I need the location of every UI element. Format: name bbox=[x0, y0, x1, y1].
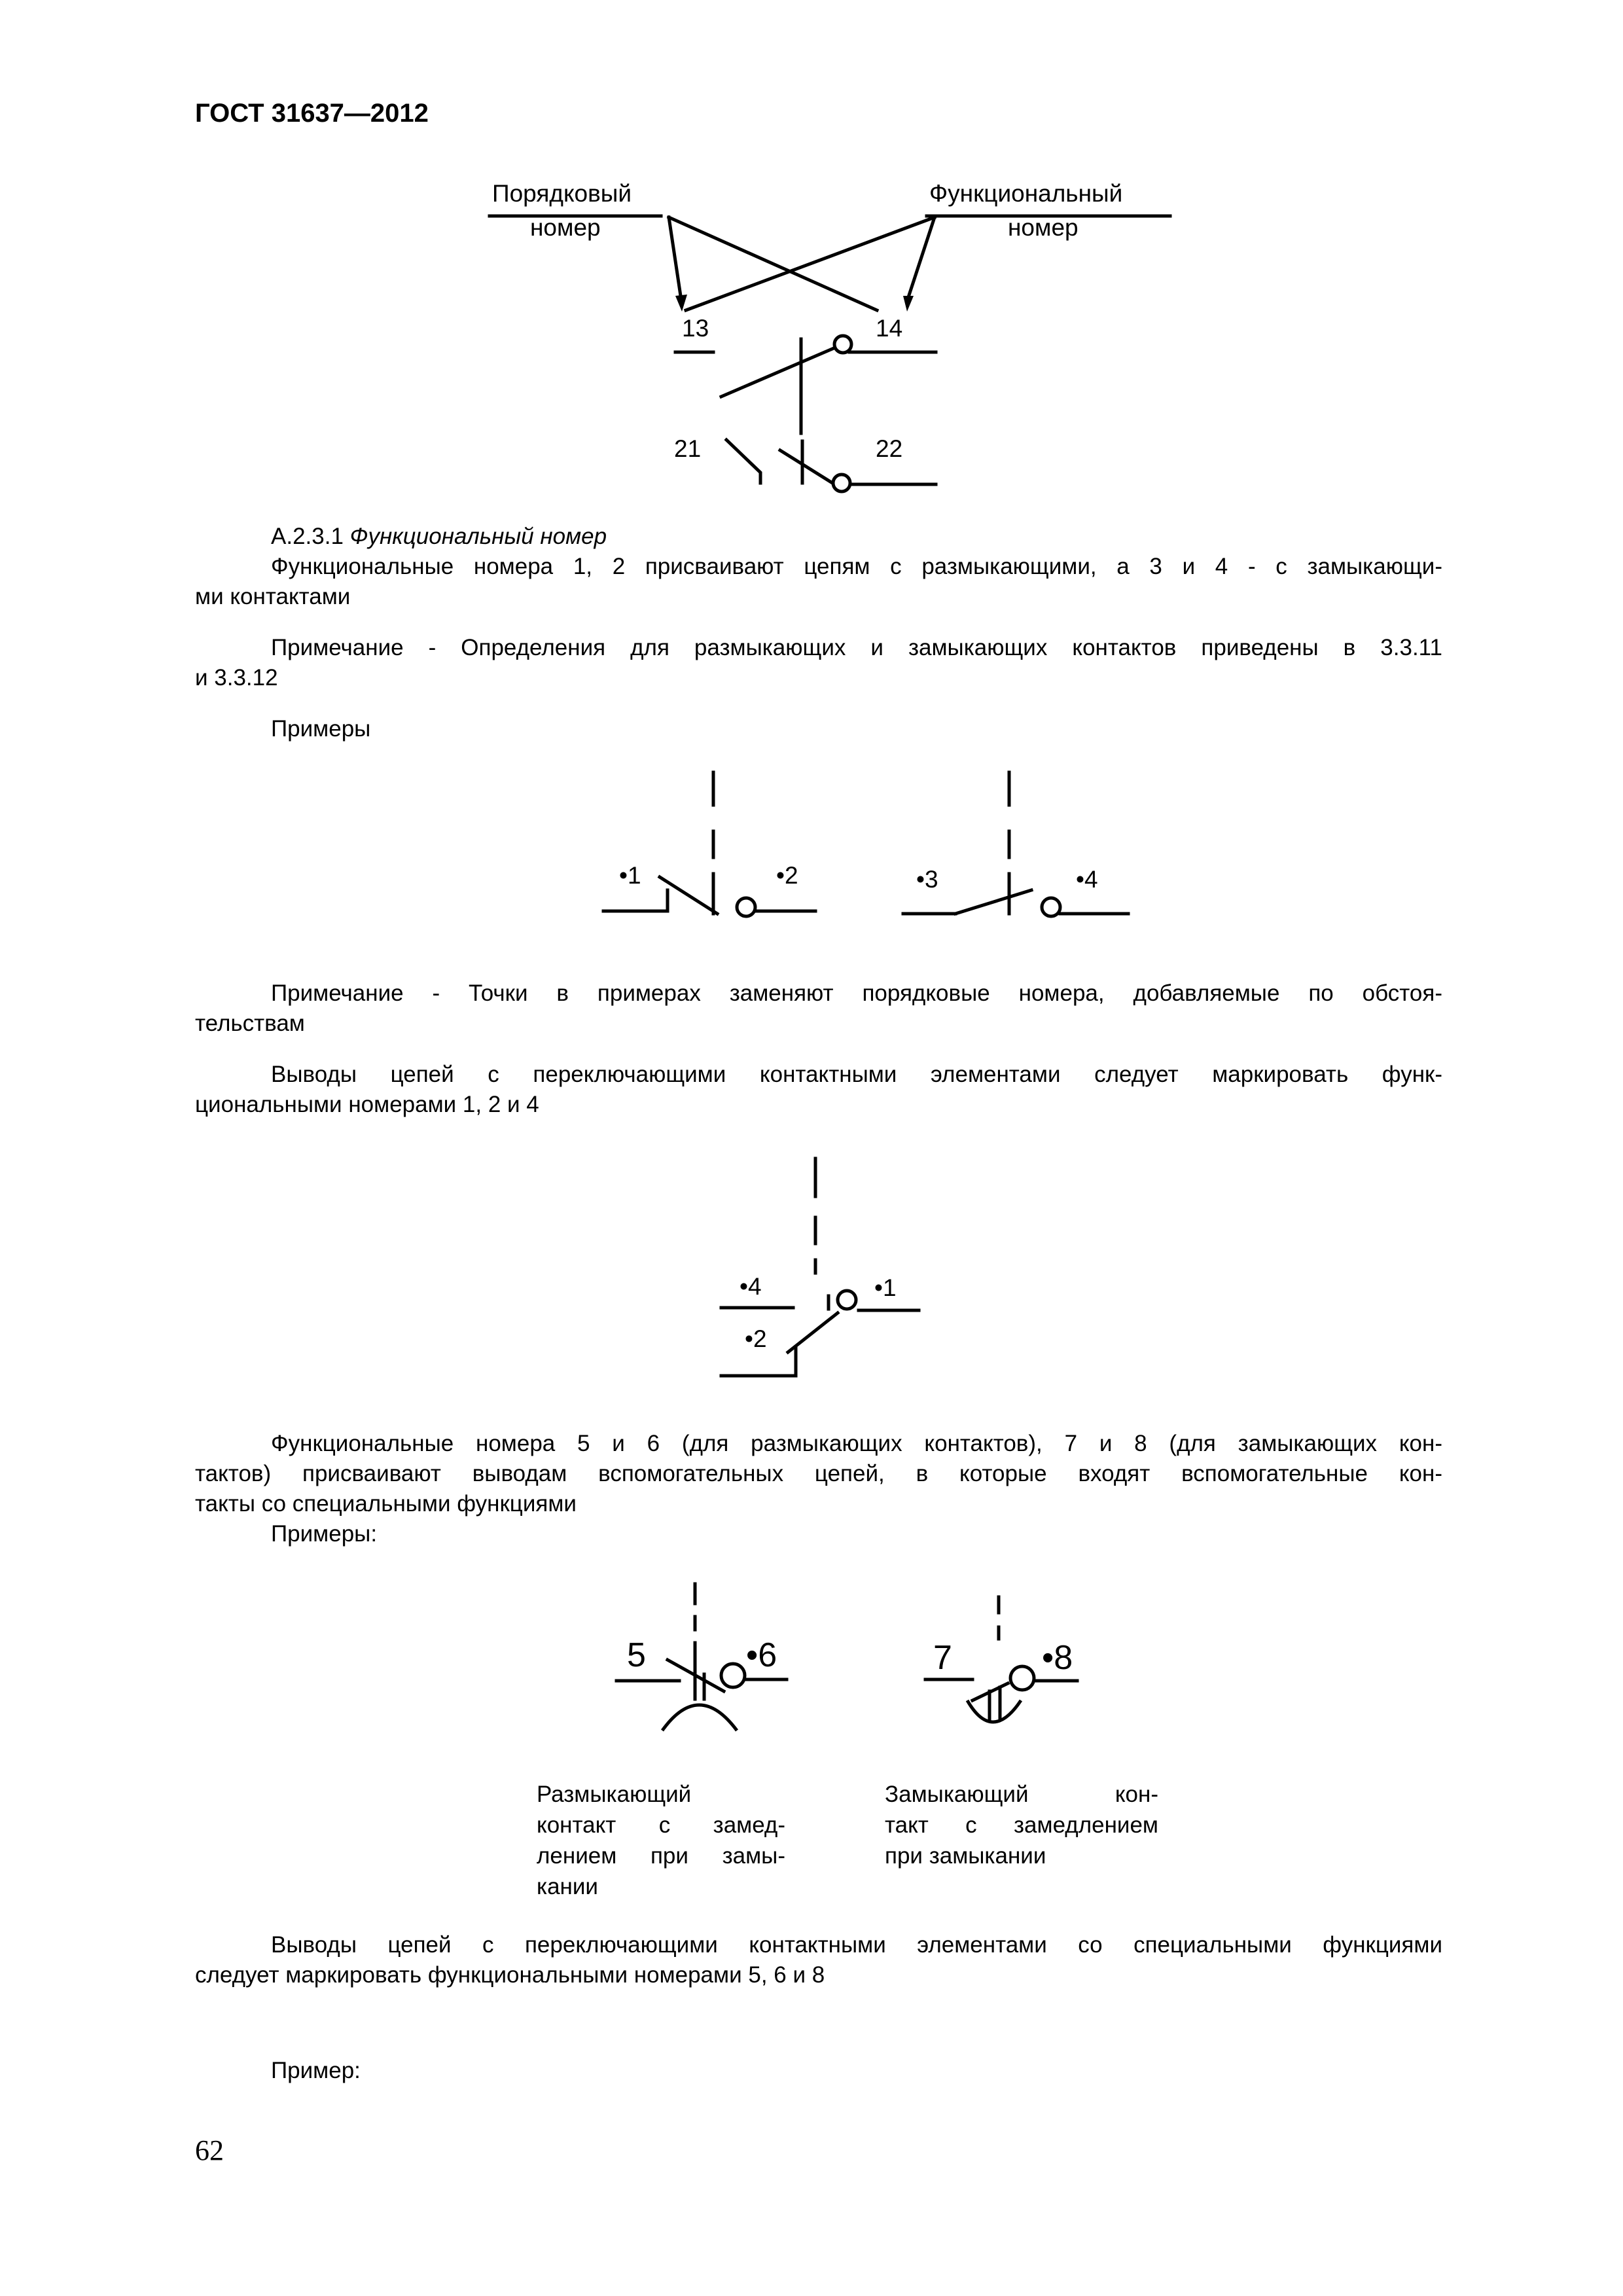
delay-arc-icon bbox=[662, 1705, 737, 1731]
changeover-terminal-4-label: •4 bbox=[740, 1273, 762, 1300]
contact-circle bbox=[1042, 898, 1060, 916]
arrow-seq-to-13 bbox=[669, 217, 681, 296]
paragraph-line: Выводы цепей с переключающими контактными элементами со специальными функциями bbox=[271, 1932, 1442, 1958]
caption-line: Замыкающий кон- bbox=[885, 1782, 1158, 1807]
caption-line: контакт с замед- bbox=[537, 1812, 785, 1838]
contact-circle bbox=[1010, 1666, 1034, 1690]
caption-delayed-break-contact bbox=[537, 1779, 785, 1902]
document-header: ГОСТ 31637—2012 bbox=[195, 99, 429, 128]
paragraph-line: ми контактами bbox=[195, 584, 351, 609]
arrowhead-icon bbox=[903, 296, 914, 312]
figure-numbering-scheme bbox=[484, 171, 1185, 499]
contact-circle bbox=[834, 336, 851, 353]
contact-circle bbox=[721, 1664, 745, 1687]
paragraph-line: тактов) присваивают выводам вспомогательных цепей, в которые входят вспомогательные кон- bbox=[195, 1461, 1442, 1486]
delay-arc-icon bbox=[967, 1700, 1021, 1722]
caption-line: при замыкании bbox=[885, 1843, 1046, 1869]
examples-label: Примеры: bbox=[271, 1521, 378, 1547]
make-contact-blade bbox=[721, 348, 834, 397]
label-function-number-bottom: номер bbox=[1008, 214, 1079, 241]
caption-delayed-make-contact bbox=[885, 1779, 1158, 1871]
caption-line: лением при замы- bbox=[537, 1843, 785, 1869]
delayed-make-terminal-7-label: 7 bbox=[933, 1639, 952, 1677]
paragraph-line: Функциональные номера 5 и 6 (для размыкающих контактов), 7 и 8 (для замыкающих кон- bbox=[271, 1431, 1442, 1456]
terminal-13-label: 13 bbox=[682, 315, 709, 342]
paragraph-line: следует маркировать функциональными номерами 5, 6 и 8 bbox=[195, 1962, 825, 1988]
section-number: А.2.3.1 bbox=[271, 524, 344, 549]
section-heading bbox=[271, 521, 607, 552]
contact-circle bbox=[838, 1291, 856, 1309]
arrow-func-to-13 bbox=[686, 217, 935, 310]
paragraph-line: такты со специальными функциями bbox=[195, 1491, 577, 1516]
label-sequence-number-bottom: номер bbox=[530, 214, 601, 241]
delayed-break-terminal-6-label: •6 bbox=[746, 1636, 777, 1674]
note-line: и 3.3.12 bbox=[195, 665, 278, 691]
break-contact-blade bbox=[780, 450, 832, 483]
examples-label: Примеры bbox=[271, 716, 371, 742]
label-function-number-top: Функциональный bbox=[929, 180, 1123, 207]
break-terminal-2-label: •2 bbox=[776, 862, 798, 889]
paragraph-line: Функциональные номера 1, 2 присваивают цепям с размыкающими, а 3 и 4 - с замыкающи- bbox=[271, 554, 1442, 579]
label-sequence-number-top: Порядковый bbox=[492, 180, 632, 207]
changeover-terminal-2-label: •2 bbox=[745, 1325, 767, 1352]
changeover-hook bbox=[721, 1348, 796, 1376]
break-contact-hook bbox=[726, 440, 760, 483]
contact-circle bbox=[737, 898, 755, 916]
caption-line: кании bbox=[537, 1874, 598, 1899]
arrow-seq-to-14 bbox=[669, 217, 877, 310]
delayed-make-terminal-8-label: •8 bbox=[1042, 1639, 1073, 1677]
paragraph-line: Выводы цепей с переключающими контактными элементами следует маркировать функ- bbox=[271, 1062, 1442, 1087]
note-line: Примечание - Точки в примерах заменяют порядковые номера, добавляемые по обстоя- bbox=[271, 980, 1442, 1006]
figure-break-make-contacts bbox=[589, 759, 1152, 936]
paragraph-line: циональными номерами 1, 2 и 4 bbox=[195, 1092, 539, 1117]
terminal-21-label: 21 bbox=[674, 435, 702, 462]
terminal-14-label: 14 bbox=[876, 315, 903, 342]
caption-line: такт с замедлением bbox=[885, 1812, 1158, 1838]
note-line: Примечание - Определения для размыкающих и замыкающих контактов приведены в 3.3.11 bbox=[271, 635, 1442, 660]
make-terminal-3-label: •3 bbox=[916, 866, 938, 893]
changeover-blade bbox=[788, 1313, 838, 1352]
contact-circle bbox=[833, 475, 850, 492]
delayed-break-terminal-5-label: 5 bbox=[627, 1636, 646, 1674]
figure-changeover-contact bbox=[707, 1145, 942, 1394]
break-contact-hook bbox=[603, 890, 668, 911]
note-line: тельствам bbox=[195, 1011, 305, 1036]
example-label: Пример: bbox=[271, 2058, 361, 2083]
section-title: Функциональный номер bbox=[349, 524, 607, 549]
figure-delayed-contacts bbox=[602, 1571, 1099, 1748]
terminal-22-label: 22 bbox=[876, 435, 903, 462]
caption-line: Размыкающий bbox=[537, 1782, 692, 1807]
changeover-terminal-1-label: •1 bbox=[874, 1274, 897, 1301]
make-terminal-4-label: •4 bbox=[1076, 866, 1098, 893]
break-terminal-1-label: •1 bbox=[619, 862, 641, 889]
arrow-func-to-14 bbox=[908, 217, 935, 297]
make-contact-blade bbox=[955, 890, 1031, 914]
page-number: 62 bbox=[195, 2134, 224, 2166]
